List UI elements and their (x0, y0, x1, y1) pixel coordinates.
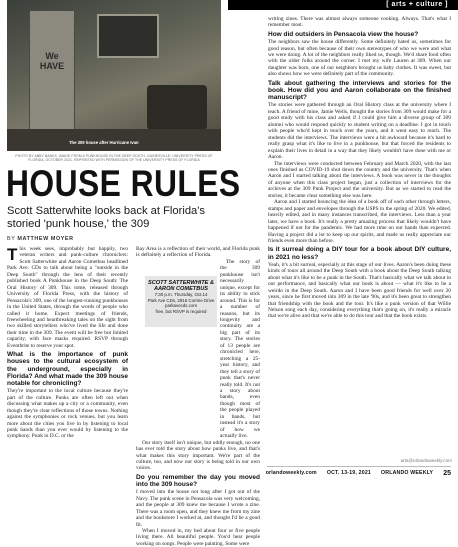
col3-answer-2c: Aaron and I started bouncing the idea of a book off of each other through letters, stamps and paper and envelopes through the USPS in the spring of 2020. We edited, heavily edited, and in many instances transcribed, the interviews. Less than a year later, we have a book. It's really a pretty amazing process that likely wouldn't have happened if not for the pandemic. We had more time on our hands than expected. Having a project did a lot to keep up our spirits, and made us really appreciate our friends even more than before. (268, 199, 451, 244)
article-column-3 (268, 16, 451, 320)
event-venue: Park Ave CDs, 2916 Corrine Drive (147, 297, 215, 303)
byline-prefix: BY (7, 236, 16, 242)
col2-answer-2: When I moved in, my bed about four or five people living there. All beautiful people. You'd hear people working on songs. People were painting. Some were (136, 527, 260, 547)
col3-paragraph-1: writing zines. There was almost always someone cooking. Always. That's what I remember most. (268, 16, 451, 29)
question-heading-3: How did outsiders in Pensacola view the house? (268, 30, 419, 38)
subhead: Scott Satterwhite looks back at Florida's storied 'punk house,' the 309 (7, 205, 206, 230)
event-site: parkavecds.com (165, 303, 197, 309)
question-heading-4: Talk about gathering the interviews and stories for the book. How did you and Aaron collaborate on the finished manuscript? (268, 79, 451, 102)
door-sign-text: We HAVE (39, 51, 65, 71)
col2-paragraph-3: Our story itself isn't unique, but oddly enough, no one has ever told the story about how punks live, and that's what makes this story important. We're part of the culture, too, and now our story is being told in our own voices. (136, 439, 260, 472)
dropcap: T (7, 245, 18, 264)
lead-text: his week sees, improbably but happily, two veteran writers and punk-culture chroniclers: Scott Satterwhite and Aaron Cometbus headlined Park Ave. CDs to talk about being a "outside in the Deep South" through the lens of their recently published book A Punkhouse in the Deep South: The Oral History of 309. This tome, released through University of Florida Press, with the history of Pensacola's 309, one of the longest-running punkhouses in the United States, through the words of people who called it home. Expect meetings of friends, freewheeling and heartbreaking tales on the sight from two skilled storytellers who've lived the life and done their time in the 309. The event will be free but limited capacity, with face masks required. RSVP through Eventbrite to reserve your spot. (7, 246, 128, 349)
contact-email: arts@orlandoweekly.com (400, 458, 452, 463)
photo-caption: The 309 house after Hurricane Ivan (69, 140, 139, 145)
page-number: 25 (443, 469, 451, 477)
footer-site: orlandoweekly.com (265, 470, 317, 476)
photo-door (29, 10, 75, 130)
col2-paragraph-1: Bay Area is a reflection of their world, and Florida punk is definitely a reflection of Florida. (136, 246, 260, 259)
photo-credit: PHOTO BY ABBY BANKS, IMAGE FROM A PUNKHOUSE IN THE DEEP SOUTH, GAINESVILLE: UNIVERSITY PRESS OF FLORIDA, OCTOBER 2021. REPRINTED WITH PERMISSION OF THE UNIVERSITY PRESS OF FLORIDA (15, 154, 213, 163)
col3-answer-1: The neighbors saw the house differently. Some definitely hated us, sometimes for good reason, but often because of their own stereotypes of who we were and what we were doing. A lot of the neighbors really liked us, though. We'd share food often with the older folks around the corner. I met my wife Lauren at 309. When our daughter was born, one of our neighbors brought us baby clothes. It was sweet, but also shows how we were definitely part of the community. (268, 39, 451, 78)
event-time: 7:30 p.m. Thursday, Oct.14 (154, 292, 208, 298)
lead-paragraph (7, 246, 128, 349)
byline (7, 236, 74, 242)
footer-brand: ORLANDO WEEKLY (381, 470, 434, 476)
col3-answer-3: Yeah, it's a bit surreal, especially at this stage of our lives. Aaron's been doing these kinds of tours all around the Deep South with a book about the Deep South talking about what it's like to be a punk in the South. That's basically what we talk about in our performance, and basically what our book is about — what it's like to be a weirdo in the Deep South. Aaron and I have been good friends for well over 20 years, since he first moved into 309 in the late '90s, and it's been great to strengthen that friendship with the book and the tour. It's like a punk version of that Willie Nelson song each day, considering everything that's going on, it's really a miracle that we're alive and that we're able to do this tour and that the book exists. (268, 261, 451, 320)
page-footer (267, 466, 451, 479)
question-heading-2: Do you remember the day you moved into the 309 house? (136, 473, 260, 489)
headline: HOUSE RULES (6, 163, 241, 204)
photo-window (97, 14, 159, 58)
byline-author: MATTHEW MOYER (17, 236, 74, 242)
col3-answer-2b: The interviews were conducted between February and March 2020, with the last ones finished as COVID-19 shut down the country and the university. That's when Aaron and I started talking about the interviews. A book was never in the thoughts of anyone when this class project began, just a collection of interviews for the archives at the 309 Punk Project and the university. But as we started to read the stories, it became clear something else was here. (268, 160, 451, 199)
event-title-line-2: AARON COMETBUS (153, 286, 209, 293)
question-heading-5: Is it surreal doing a DIY tour for a book about DIY culture, in 2021 no less? (268, 246, 451, 261)
event-title-line-1: SCOTT SATTERWHITE & (148, 280, 214, 286)
article-column-1 (7, 246, 128, 440)
footer-dates: OCT. 13-19, 2021 (326, 470, 372, 476)
col2-paragraph-2: The story of the 309 punkhouse isn't necessarily unique, except for its ability to stick around. This is for a number of reasons, but its longevity and continuity are a big part of its story. The stories of 13 people are chronicled here, stretching a 25-year history, and they tell a story of punk that's never really told. It's not a story about bands, even though most of the people played in bands, but instead it's a story of how we actually live. (220, 258, 260, 440)
col3-answer-2: The stories were gathered through an Oral History class at the university where I teach. A friend of mine, Jamie Wells, thought the stories from 309 would make for a good study with his class and asked if I could give him a diverse group of 309 alumni who would respond quickly to student writing on a deadline. I got in touch with people who'd kept in touch over the years, and it went easy to reach. The students did the interviews. The interviews were a bit awkward because it's hard to really grasp what it's like to live in a punkhouse, but that forced the residents to explain their lives in detail in a way that they likely wouldn't have done with me or Aaron. (268, 102, 451, 161)
feature-photo (7, 0, 221, 151)
photo-chair (147, 85, 207, 130)
question-heading-1: What is the importance of punk houses to the cultural ecosystem of the underground, especially in Florida? And what made the 309 house notable for chronicling? (7, 351, 128, 388)
col2-answer-1: I moved into the house not long after I got out of the Navy. The punk scene in Pensacola was very welcoming, and the people at 309 knew me because I wrote a zine. There was a room open, and they knew me from my zine and the bookstore I worked at, and thought I'd be a good fit. (136, 489, 260, 528)
event-price: free, but RSVP is required (155, 308, 207, 314)
event-info-box (145, 276, 217, 327)
section-label: [ arts + culture ] (386, 1, 448, 8)
answer-paragraph-1: They're important to the local culture because they're part of the culture. Punks are often left out when discussing what makes up a city or a community, even though they're clear reflections of those towns. Nothing against the symphonies or rock venues, but you learn more about the cities you live in by listening to local punk bands than you ever would by listening to the symphony. Punk in D.C. or the (7, 388, 128, 440)
section-header-bar (228, 0, 458, 10)
